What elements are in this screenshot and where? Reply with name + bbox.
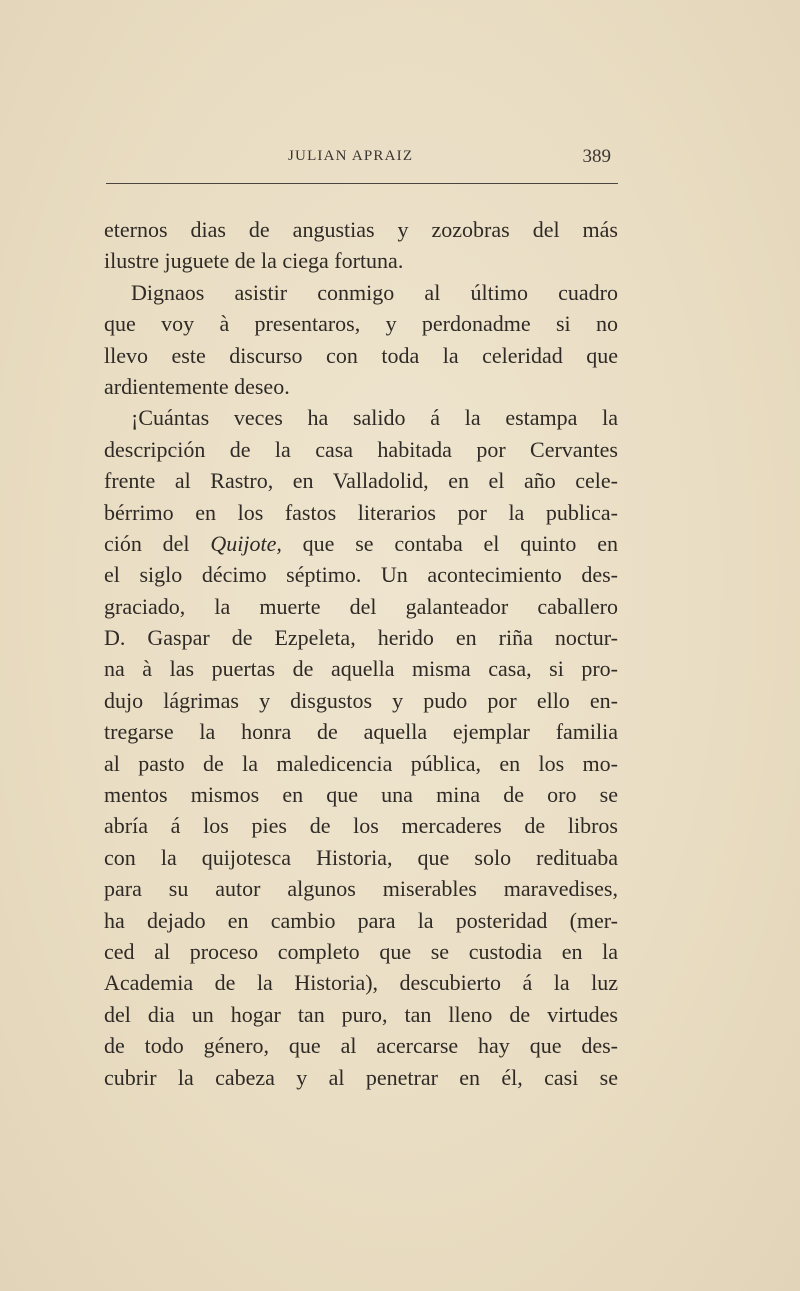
text-line: abría á los pies de los mercaderes de libros: [104, 813, 618, 839]
text-line: para su autor algunos miserables maravedises,: [104, 876, 618, 902]
text-line: descripción de la casa habitada por Cervantes: [104, 436, 618, 462]
text-line: que voy à presentaros, y perdonadme si no: [104, 311, 618, 337]
text-line: tregarse la honra de aquella ejemplar familia: [104, 719, 618, 745]
italic-title: Quijote,: [210, 530, 282, 556]
text-line: Dignaos asistir conmigo al último cuadro: [131, 279, 618, 305]
text-line: mentos mismos en que una mina de oro se: [104, 782, 618, 808]
text-line: llevo este discurso con toda la celeridad que: [104, 342, 618, 368]
text-line: [104, 528, 618, 559]
text-segment: ción del: [104, 530, 211, 556]
text-line: dujo lágrimas y disgustos y pudo por ello en-: [104, 687, 618, 713]
header-rule: [106, 183, 618, 184]
text-line: D. Gaspar de Ezpeleta, herido en riña noctur-: [104, 625, 618, 651]
text-line: frente al Rastro, en Valladolid, en el año cele-: [104, 468, 618, 494]
text-line: del dia un hogar tan puro, tan lleno de virtudes: [104, 1001, 618, 1027]
text-line: bérrimo en los fastos literarios por la publica-: [104, 499, 618, 525]
text-line: con la quijotesca Historia, que solo redituaba: [104, 844, 618, 870]
running-head: JULIAN APRAIZ: [288, 148, 414, 164]
text-line: Academia de la Historia), descubierto á la luz: [104, 970, 618, 996]
text-line: ilustre juguete de la ciega fortuna.: [104, 248, 404, 274]
text-line: na à las puertas de aquella misma casa, si pro-: [104, 656, 618, 682]
text-line: ha dejado en cambio para la posteridad (mer-: [104, 907, 618, 933]
text-line: ced al proceso completo que se custodia en la: [104, 938, 618, 964]
text-line: ¡Cuántas veces ha salido á la estampa la: [131, 405, 618, 431]
body-text: [104, 214, 618, 1093]
text-line: al pasto de la maledicencia pública, en los mo-: [104, 750, 618, 776]
text-line: de todo género, que al acercarse hay que des-: [104, 1033, 618, 1059]
text-line: el siglo décimo séptimo. Un acontecimiento des-: [104, 562, 618, 588]
text-line: eternos dias de angustias y zozobras del más: [104, 217, 618, 242]
page-header: [105, 146, 617, 172]
text-line: cubrir la cabeza y al penetrar en él, casi se: [104, 1064, 618, 1090]
text-line: ardientemente deseo.: [104, 373, 290, 399]
text-line: graciado, la muerte del galanteador caballero: [104, 593, 618, 619]
page-number: 389: [582, 146, 611, 167]
text-segment: que se contaba el quinto en: [281, 530, 618, 556]
